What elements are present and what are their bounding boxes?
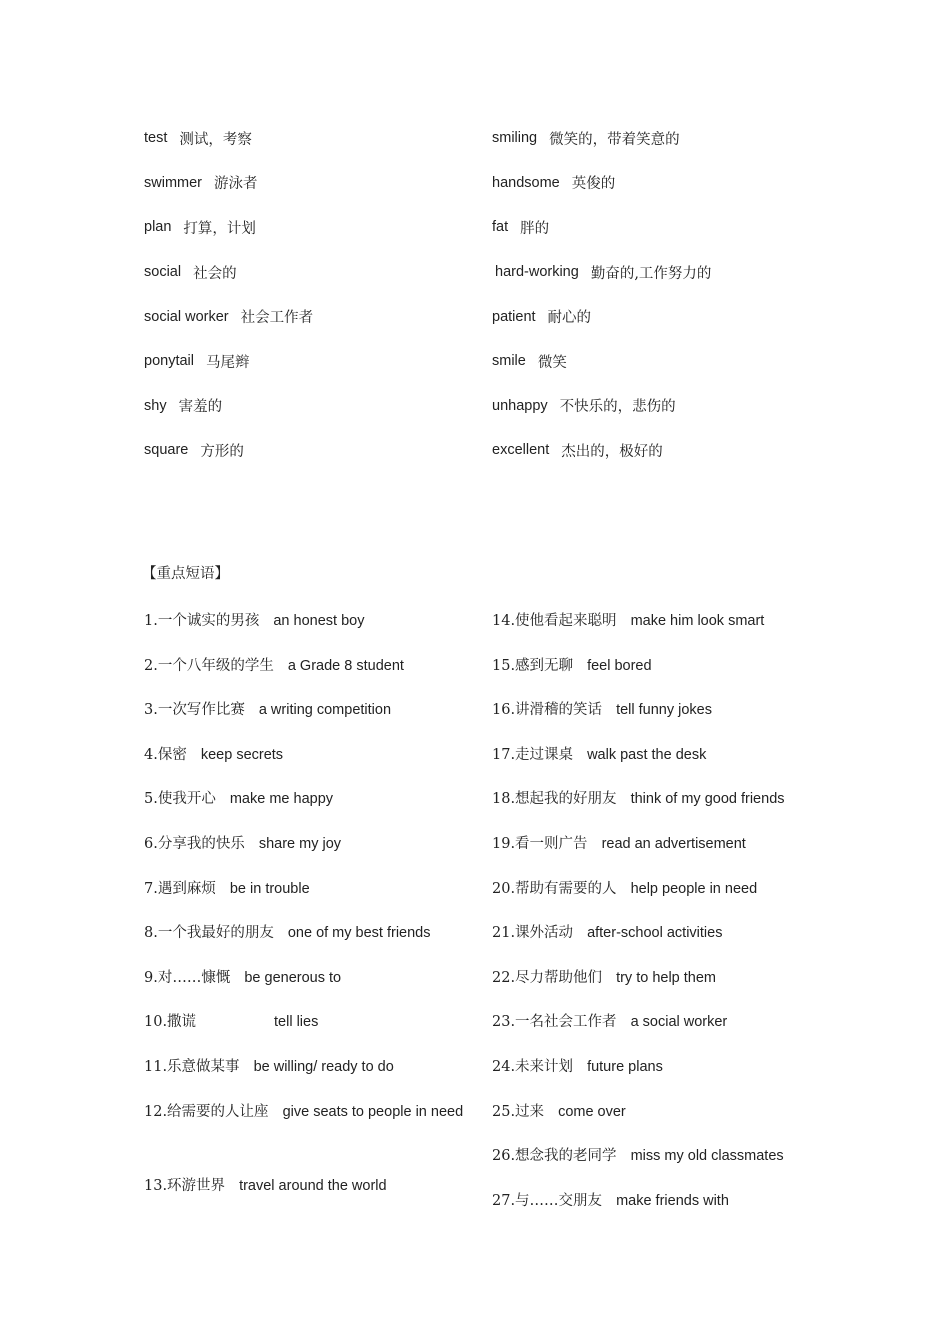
vocab-chinese: 英俊的	[571, 176, 616, 193]
vocab-chinese: 胖的	[520, 220, 550, 237]
phrase-item	[144, 696, 492, 741]
phrase-english: make me happy	[229, 791, 334, 808]
phrase-chinese: 5.使我开心	[144, 791, 216, 808]
phrase-chinese: 24.未来计划	[492, 1058, 574, 1075]
vocab-chinese: 方形的	[200, 443, 244, 460]
vocab-chinese: 杰出的，极好的	[561, 443, 663, 460]
phrase-english: miss my old classmates	[630, 1148, 784, 1165]
vocab-english: excellent	[492, 442, 550, 459]
vocab-chinese: 微笑	[537, 354, 567, 371]
vocab-item	[492, 116, 824, 161]
vocab-chinese: 社会工作者	[240, 310, 314, 327]
phrase-chinese: 10.撒谎	[144, 1014, 197, 1031]
phrase-english: keep secrets	[200, 746, 284, 763]
phrase-column-left	[144, 607, 492, 1231]
phrase-item	[144, 964, 492, 1009]
vocab-english: swimmer	[144, 174, 202, 191]
vocab-chinese: 害羞的	[178, 399, 223, 416]
phrase-chinese: 8.一个我最好的朋友	[144, 925, 274, 942]
phrase-english: future plans	[587, 1058, 663, 1075]
phrase-english: read an advertisement	[601, 835, 746, 852]
phrase-english: travel around the world	[239, 1177, 387, 1194]
phrase-item	[492, 607, 834, 652]
phrase-item	[492, 1053, 834, 1098]
phrase-chinese: 7.遇到麻烦	[144, 880, 216, 897]
vocab-item	[144, 294, 492, 339]
phrase-item	[144, 1008, 492, 1053]
vocab-item	[492, 294, 824, 339]
phrase-item	[492, 741, 834, 786]
vocab-chinese: 不快乐的，悲伤的	[559, 399, 676, 416]
phrase-list	[144, 607, 834, 1231]
phrase-chinese: 6.分享我的快乐	[144, 835, 245, 852]
vocab-item	[144, 116, 492, 161]
vocab-chinese: 游泳者	[214, 176, 258, 193]
phrase-item	[492, 1142, 834, 1187]
phrase-english: help people in need	[630, 880, 758, 897]
phrase-item	[492, 696, 834, 741]
vocabulary-list	[144, 116, 824, 473]
phrase-item	[144, 741, 492, 786]
phrase-english: be in trouble	[229, 880, 310, 897]
vocab-english: unhappy	[492, 397, 548, 414]
phrase-chinese: 9.对……慷慨	[144, 969, 231, 986]
phrase-item	[492, 919, 834, 964]
phrase-item	[492, 964, 834, 1009]
phrase-chinese: 15.感到无聊	[492, 657, 574, 674]
vocab-english: plan	[144, 219, 172, 236]
phrase-chinese: 3.一次写作比赛	[144, 702, 245, 719]
phrase-chinese: 26.想念我的老同学	[492, 1148, 617, 1165]
phrase-item	[144, 830, 492, 875]
phrase-item	[492, 1008, 834, 1053]
phrase-chinese: 16.讲滑稽的笑话	[492, 702, 603, 719]
phrase-english: a writing competition	[258, 702, 392, 719]
phrase-english: be generous to	[244, 969, 342, 986]
vocab-english: handsome	[492, 174, 560, 191]
vocab-item	[144, 205, 492, 250]
phrase-chinese: 11.乐意做某事	[144, 1058, 240, 1075]
vocab-english: social	[144, 264, 182, 281]
vocab-item	[492, 250, 824, 295]
phrase-english: try to help them	[616, 969, 716, 986]
phrase-item	[144, 1172, 492, 1217]
vocab-item	[492, 339, 824, 384]
phrase-english: share my joy	[258, 835, 342, 852]
vocab-item	[492, 205, 824, 250]
phrase-item	[144, 875, 492, 920]
phrase-item	[492, 830, 834, 875]
vocab-item	[144, 250, 492, 295]
phrase-english: be willing/ ready to do	[253, 1058, 394, 1075]
vocab-english: square	[144, 442, 189, 459]
vocab-english: shy	[144, 397, 167, 414]
vocab-item	[492, 428, 824, 473]
vocabulary-column-left	[144, 116, 492, 473]
vocab-chinese: 测试，考察	[179, 131, 252, 148]
section-title: 【重点短语】	[142, 566, 229, 582]
vocab-english: social worker	[144, 308, 229, 325]
vocab-chinese: 马尾辫	[205, 354, 250, 371]
vocab-english: fat	[492, 219, 509, 236]
vocab-english: ponytail	[144, 353, 194, 370]
vocab-item	[492, 161, 824, 206]
phrase-chinese: 21.课外活动	[492, 925, 574, 942]
vocab-item	[144, 384, 492, 429]
phrase-chinese: 14.使他看起来聪明	[492, 613, 617, 629]
phrase-english: come over	[558, 1103, 626, 1120]
phrase-item	[492, 785, 834, 830]
vocab-item	[144, 339, 492, 384]
vocab-english: test	[144, 130, 168, 147]
phrase-chinese: 2.一个八年级的学生	[144, 657, 274, 674]
phrase-chinese: 1.一个诚实的男孩	[144, 613, 260, 629]
phrase-item	[492, 875, 834, 920]
vocab-english: patient	[492, 308, 536, 325]
phrase-item	[144, 1053, 492, 1098]
vocab-chinese: 打算，计划	[183, 220, 256, 237]
phrase-english: make him look smart	[630, 613, 765, 629]
phrase-chinese: 4.保密	[144, 746, 187, 763]
phrase-english: feel bored	[587, 657, 652, 674]
phrase-item	[492, 1187, 834, 1232]
phrase-english: a Grade 8 student	[287, 657, 404, 674]
vocab-chinese: 勤奋的,工作努力的	[590, 265, 712, 282]
phrase-english: give seats to people in need	[282, 1103, 464, 1120]
phrase-chinese: 22.尽力帮助他们	[492, 969, 603, 986]
vocab-chinese: 微笑的，带着笑意的	[549, 131, 680, 148]
phrase-chinese: 12.给需要的人让座	[144, 1103, 269, 1120]
phrase-column-right	[492, 607, 834, 1231]
phrase-english: after-school activities	[587, 925, 723, 942]
phrase-chinese: 23.一名社会工作者	[492, 1014, 617, 1031]
phrase-english: tell funny jokes	[616, 702, 712, 719]
phrase-item	[492, 652, 834, 697]
phrase-chinese: 13.环游世界	[144, 1177, 226, 1194]
vocab-chinese: 社会的	[193, 265, 237, 282]
phrase-chinese: 19.看一则广告	[492, 835, 588, 852]
phrase-item	[144, 607, 492, 652]
vocab-item	[144, 428, 492, 473]
vocab-item	[144, 161, 492, 206]
phrase-english: think of my good friends	[630, 791, 785, 808]
phrase-item	[144, 1098, 466, 1172]
phrase-item	[144, 919, 492, 964]
phrase-english: walk past the desk	[587, 746, 707, 763]
phrase-english: make friends with	[616, 1192, 729, 1209]
phrase-chinese: 17.走过课桌	[492, 746, 574, 763]
vocabulary-column-right	[492, 116, 824, 473]
vocab-english: hard-working	[495, 264, 579, 281]
phrase-item	[144, 652, 492, 697]
phrase-english: one of my best friends	[287, 925, 431, 942]
phrase-chinese: 27.与……交朋友	[492, 1192, 603, 1209]
phrase-english: tell lies	[274, 1014, 319, 1031]
phrase-chinese: 18.想起我的好朋友	[492, 791, 617, 808]
phrase-chinese: 25.过来	[492, 1103, 545, 1120]
vocab-item	[492, 384, 824, 429]
phrase-item	[144, 785, 492, 830]
vocab-english: smiling	[492, 130, 538, 147]
phrase-chinese: 20.帮助有需要的人	[492, 880, 617, 897]
phrase-english: an honest boy	[273, 613, 365, 629]
phrase-english: a social worker	[630, 1014, 728, 1031]
vocab-chinese: 耐心的	[547, 310, 592, 327]
vocab-english: smile	[492, 353, 526, 370]
phrase-item	[492, 1098, 834, 1143]
